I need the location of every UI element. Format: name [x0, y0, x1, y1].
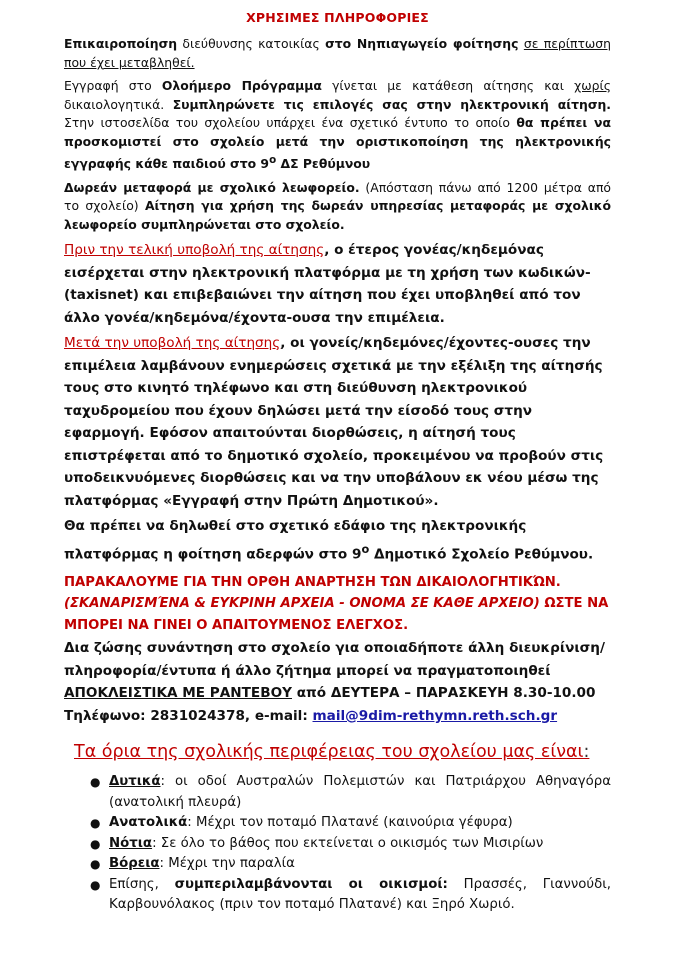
- paragraph-school-bus: [64, 179, 611, 235]
- highlight-after-submission: Μετά την υποβολή της αίτησης: [64, 335, 281, 352]
- text-bold: στο Νηπιαγωγείο φοίτησης: [325, 36, 519, 51]
- separator: :: [187, 815, 192, 831]
- direction-text: Μέχρι την παραλία: [164, 856, 295, 872]
- text: Επίσης,: [109, 876, 175, 892]
- office-hours: από ΔΕΥΤΕΡΑ – ΠΑΡΑΣΚΕΥΗ 8.30-10.00: [291, 685, 596, 702]
- text: Πρασσές, Γιαννούδι, Καρβουνόλακος (πριν τον ποταμό Πλατανέ) και Ξηρό Χωριό.: [109, 876, 611, 913]
- direction-label: Ανατολικά: [109, 815, 188, 831]
- bullet-icon: ●: [90, 877, 101, 892]
- paragraph-address-update: [64, 35, 611, 72]
- list-item: [90, 854, 611, 875]
- paragraph-after-submission: [64, 332, 611, 512]
- email-link[interactable]: mail@9dim-rethymn.reth.sch.gr: [312, 707, 558, 724]
- text: γίνεται με κατάθεση αίτησης και: [321, 78, 575, 93]
- document-page: [64, 10, 611, 916]
- text-bold: Δωρεάν μεταφορά με σχολικό λεωφορείο.: [64, 179, 360, 195]
- separator: :: [160, 774, 166, 790]
- text-bold: Θα πρέπει να δηλωθεί στο σχετικό εδάφιο της ηλεκτρονικής πλατφόρμας η φοίτηση αδερφών στο 9: [64, 518, 527, 563]
- text-bold: ΔΣ Ρεθύμνου: [276, 156, 371, 172]
- text-bold: θα πρέπει να προσκομιστεί στο σχολείο μετά την οριστικοποίηση της ηλεκτρονικής εγγραφής κάθε παιδιού στο 9: [64, 115, 611, 172]
- notice-italic: (ΣΚΑΝΑΡΙΣΜΈΝΑ & ΕΥΚΡΙΝΗ ΑΡΧΕΙΑ - ΟΝΟΜΑ ΣΕ ΚΑΘΕ ΑΡΧΕΙΟ): [64, 596, 540, 612]
- direction-label: Νότια: [109, 835, 153, 851]
- appointment-only: ΑΠΟΚΛΕΙΣΤΙΚΑ ΜΕ ΡΑΝΤΕΒΟΥ: [64, 685, 292, 702]
- bullet-icon: ●: [90, 857, 101, 872]
- text-underlined: χωρίς: [574, 78, 611, 93]
- phone-label: Τηλέφωνο: 2831024378, e-mail:: [64, 707, 313, 724]
- text-bold: Επικαιροποίηση: [64, 36, 178, 51]
- text-bold: Αίτηση για χρήση της δωρεάν υπηρεσίας μεταφοράς με σχολικό λεωφορείο συμπληρώνεται στο σχολείο.: [64, 198, 611, 232]
- direction-label: Βόρεια: [109, 856, 160, 872]
- boundaries-list: [64, 772, 611, 916]
- text-bold: συμπεριλαμβάνονται οι οικισμοί:: [174, 876, 448, 892]
- bullet-icon: ●: [90, 816, 101, 831]
- text-bold: , ο έτερος γονέας/κηδεμόνας εισέρχεται στην ηλεκτρονική πλατφόρμα με τη χρήση των κωδικών- (taxisnet) και επιβεβαιώνει την αίτηση που έχει υποβληθεί από τον άλλο γονέα/κηδεμόνα/έχοντα-ουσα την επιμέλεια.: [64, 242, 591, 326]
- separator: :: [152, 835, 157, 851]
- text-bold: Ολοήμερο Πρόγραμμα: [161, 78, 322, 93]
- direction-text: Μέχρι τον ποταμό Πλατανέ (καινούρια γέφυρα): [191, 815, 513, 831]
- paragraph-contact: [64, 637, 611, 727]
- text: Εγγραφή στο: [64, 78, 162, 93]
- superscript: ο: [269, 154, 277, 166]
- text-bold: Συμπληρώνετε τις επιλογές σας στην ηλεκτρονική αίτηση.: [172, 96, 611, 112]
- text: διεύθυνσης κατοικίας: [177, 36, 326, 51]
- direction-text: οι οδοί Αυστραλών Πολεμιστών και Πατριάρχου Αθηναγόρα (ανατολική πλευρά): [109, 774, 611, 810]
- text-bold: , οι γονείς/κηδεμόνες/έχοντες-ουσες την επιμέλεια λαμβάνουν ενημερώσεις σχετικά με την εξέλιξη της αίτησής τους στο κινητό τηλέφωνο και στη διεύθυνση ηλεκτρονικού ταχυδρομείου που έχουν δηλώσει μετά την είσοδό τους στην εφαρμογή. Εφόσον απαιτούνται διορθώσεις, η αίτησή τους επιστρέφεται από το δημοτικό σχολείο, προκειμένου να προβούν στις υποδεικνυόμενες διορθώσεις και να την υποβάλουν εκ νέου μέσω της πλατφόρμας «Εγγραφή στην Πρώτη Δημοτικού».: [64, 335, 604, 509]
- boundaries-heading-text: Τα όρια της σχολικής περιφέρειας του σχολείου μας είναι: [74, 742, 584, 763]
- superscript: ο: [361, 541, 370, 556]
- list-item: [90, 875, 611, 916]
- direction-text: Σε όλο το βάθος που εκτείνεται ο οικισμός των Μισιρίων: [156, 835, 544, 851]
- text-bold: Δια ζώσης συνάντηση στο σχολείο για οποιαδήποτε άλλη διευκρίνιση/ πληροφορία/έντυπα ή άλλο ζήτημα μπορεί να πραγματοποιηθεί: [64, 640, 605, 679]
- bullet-icon: ●: [90, 836, 101, 851]
- boundaries-heading: [64, 742, 611, 762]
- text-underlined: σε περίπτωση που έχει μεταβληθεί.: [64, 36, 611, 70]
- list-item: [90, 772, 611, 813]
- highlight-before-submission: Πριν την τελική υποβολή της αίτησης: [64, 242, 325, 259]
- colon: :: [583, 742, 590, 763]
- direction-label: Δυτικά: [109, 774, 161, 790]
- paragraph-siblings: [64, 515, 611, 566]
- text: δικαιολογητικά.: [64, 96, 173, 112]
- bullet-icon: ●: [90, 775, 101, 790]
- notice-text: ΩΣΤΕ ΝΑ ΜΠΟΡΕΙ ΝΑ ΓΙΝΕΙ Ο ΑΠΑΙΤΟΥΜΕΝΟΣ ΕΛΕΓΧΟΣ.: [64, 596, 609, 633]
- text: Στην ιστοσελίδα του σχολείου υπάρχει ένα σχετικό έντυπο το οποίο: [64, 115, 517, 130]
- text-bold: Δημοτικό Σχολείο Ρεθύμνου.: [369, 546, 594, 563]
- list-item: [90, 813, 611, 834]
- document-title: ΧΡΗΣΙΜΕΣ ΠΛΗΡΟΦΟΡΙΕΣ: [246, 10, 429, 25]
- text: (Απόσταση πάνω από 1200 μέτρα από το σχολείο): [64, 179, 611, 214]
- notice-text: ΠΑΡΑΚΑΛΟΥΜΕ ΓΙΑ ΤΗΝ ΟΡΘΗ ΑΝΑΡΤΗΣΗ ΤΩΝ ΔΙΚΑΙΟΛΟΓΗΤΙΚΏΝ.: [64, 574, 561, 590]
- list-item: [90, 834, 611, 855]
- notice-documents: [64, 572, 611, 637]
- paragraph-before-submission: [64, 239, 611, 329]
- paragraph-all-day-program: [64, 77, 611, 174]
- separator: :: [159, 856, 164, 872]
